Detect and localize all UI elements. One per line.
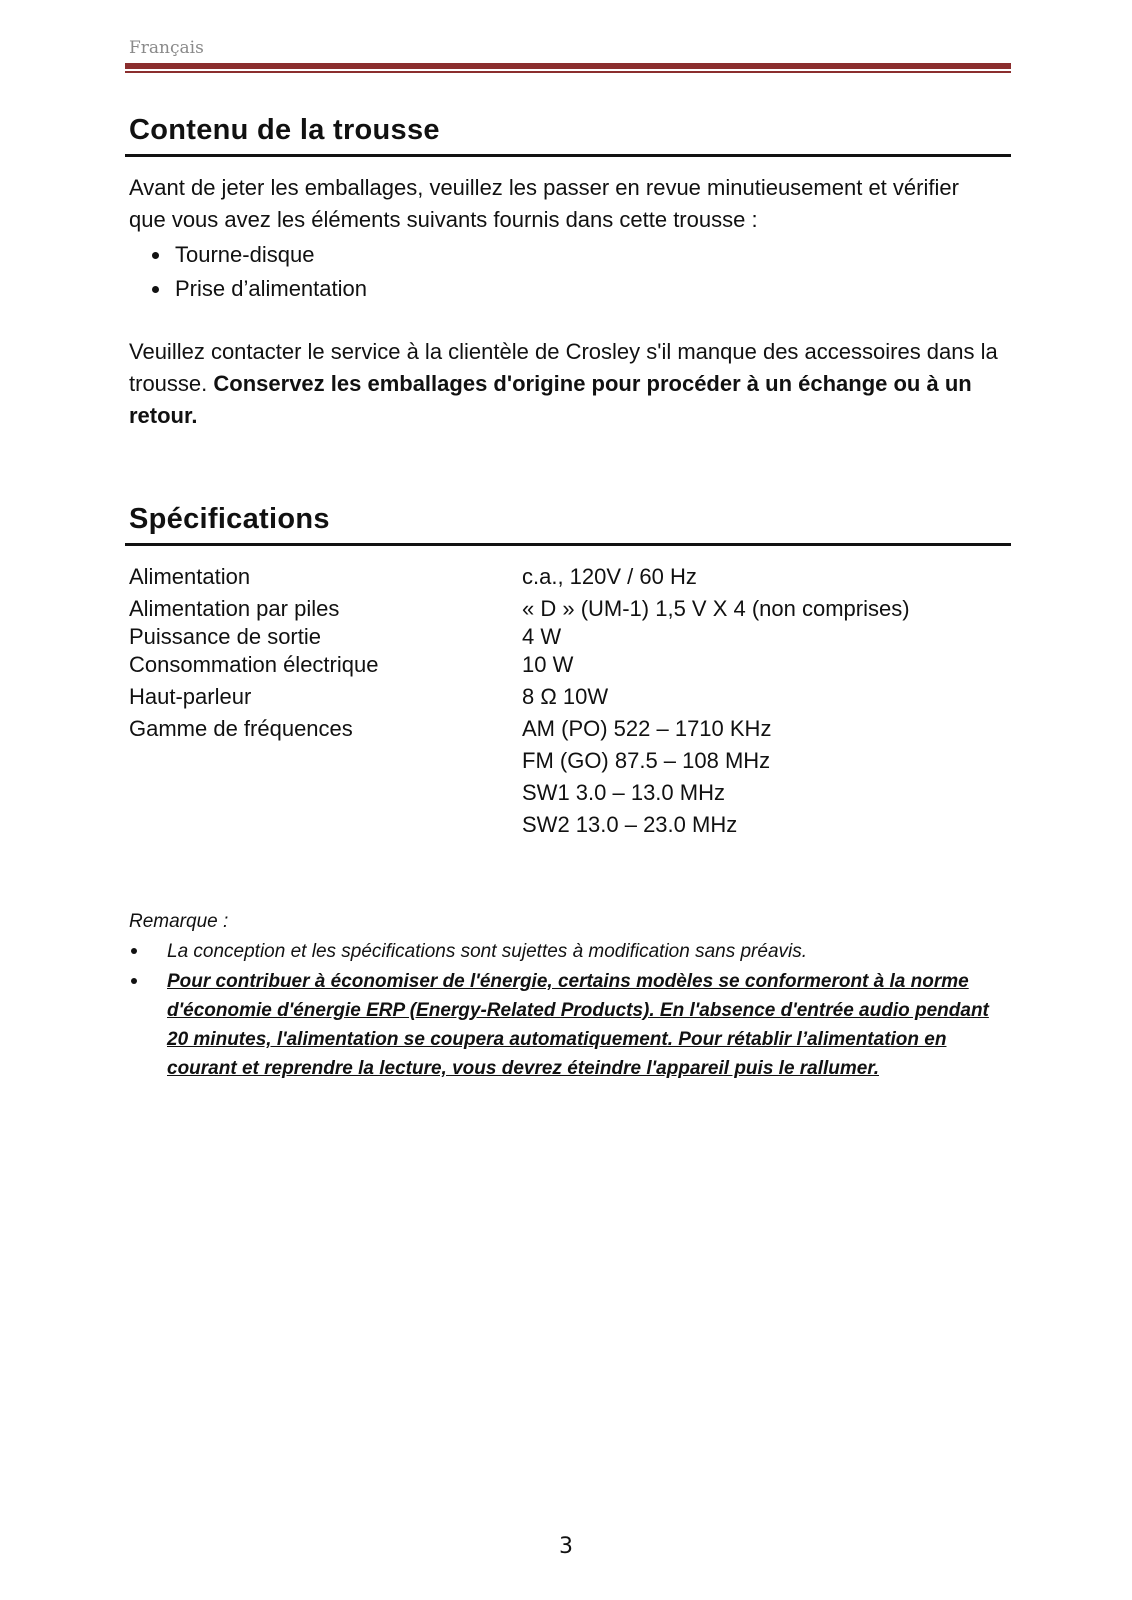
spec-value: 4 W bbox=[522, 624, 562, 649]
spec-value: SW1 3.0 – 13.0 MHz bbox=[522, 780, 725, 805]
notes-title: Remarque : bbox=[129, 911, 229, 932]
kit-intro: Avant de jeter les emballages, veuillez les passer en revue minutieusement et vérifier que vous avez les éléments suivants fournis dans cette trousse : bbox=[129, 175, 959, 232]
spec-value: c.a., 120V / 60 Hz bbox=[522, 564, 697, 589]
spec-label: Gamme de fréquences bbox=[129, 716, 353, 741]
spec-value: 8 Ω 10W bbox=[522, 684, 609, 709]
specs-title: Spécifications bbox=[129, 503, 330, 535]
spec-value: « D » (UM-1) 1,5 V X 4 (non comprises) bbox=[522, 596, 910, 621]
spec-label: Haut-parleur bbox=[129, 684, 252, 709]
list-item: Prise d’alimentation bbox=[152, 272, 367, 306]
kit-items-list bbox=[152, 238, 367, 306]
kit-contact-bold: Conservez les emballages d'origine pour procéder à un échange ou à un retour. bbox=[129, 371, 972, 428]
spec-value: AM (PO) 522 – 1710 KHz bbox=[522, 716, 772, 741]
spec-value: FM (GO) 87.5 – 108 MHz bbox=[522, 748, 771, 773]
spec-value: 10 W bbox=[522, 652, 574, 677]
kit-title-rule bbox=[125, 154, 1011, 157]
header-language: Français bbox=[129, 38, 204, 58]
list-item: Tourne-disque bbox=[152, 238, 367, 272]
kit-title: Contenu de la trousse bbox=[129, 114, 440, 146]
spec-label: Alimentation par piles bbox=[129, 596, 340, 621]
bullet-icon bbox=[131, 948, 137, 954]
spec-value: SW2 13.0 – 23.0 MHz bbox=[522, 812, 738, 837]
spec-label: Consommation électrique bbox=[129, 652, 379, 677]
kit-contact: Veuillez contacter le service à la clientèle de Crosley s'il manque des accessoires dans la trousse. Conservez les emballages d'origine pour procéder à un échange ou à un retour. bbox=[129, 339, 998, 428]
page-number: 3 bbox=[559, 1534, 573, 1559]
bullet-icon bbox=[131, 978, 137, 984]
note-item: La conception et les spécifications sont sujettes à modification sans préavis. bbox=[129, 937, 1009, 966]
bullet-icon bbox=[152, 252, 159, 259]
specs-title-rule bbox=[125, 543, 1011, 546]
header-rule bbox=[125, 63, 1011, 73]
spec-label: Alimentation bbox=[129, 564, 251, 589]
bullet-icon bbox=[152, 286, 159, 293]
note-item-energy: Pour contribuer à économiser de l'énergie, certains modèles se conformeront à la norme d'économie d'énergie ERP (Energy-Related Products). En l'absence d'entrée audio pendant 20 minutes, l'alimentation se coupera automatiquement. Pour rétablir l’alimentation en courant et reprendre la lecture, vous devrez éteindre l'appareil puis le rallumer. bbox=[129, 967, 1009, 1083]
spec-label: Puissance de sortie bbox=[129, 624, 321, 649]
